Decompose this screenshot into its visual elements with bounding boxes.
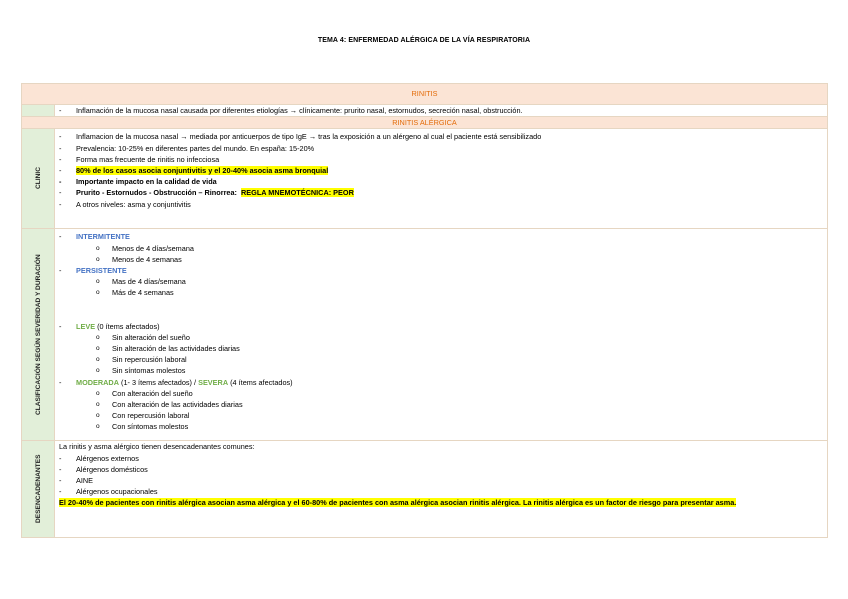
- clinic-item: - Prevalencia: 10-25% en diferentes partes del mundo. En españa: 15-20%: [59, 143, 827, 154]
- leve-item: [59, 321, 827, 377]
- triggers-row: [22, 441, 828, 538]
- leve-label: LEVE: [76, 321, 96, 331]
- classification-row: [22, 229, 828, 441]
- rinitis-header-row: [22, 84, 828, 105]
- sub-item: o Con repercusión laboral: [96, 410, 827, 421]
- spacer: [55, 299, 827, 321]
- sub-item: o Sin alteración del sueño: [96, 332, 827, 343]
- triggers-label-cell: [22, 441, 55, 538]
- clinic-label-cell: [22, 129, 55, 229]
- rinitis-table: [21, 83, 828, 538]
- intermitente-label: INTERMITENTE: [76, 232, 130, 242]
- sub-item: o Con alteración de las actividades diarias: [96, 399, 827, 410]
- severa-note: (4 ítems afectados): [228, 377, 293, 387]
- rinitis-definition-row: [22, 105, 828, 117]
- clinic-label: CLINIC: [34, 167, 42, 190]
- sub-item: o Menos de 4 semanas: [96, 254, 827, 265]
- clinic-row: [22, 129, 828, 229]
- sub-item: o Con síntomas molestos: [96, 421, 827, 432]
- sub-item: o Mas de 4 días/semana: [96, 276, 827, 287]
- moderada-item: [59, 377, 827, 433]
- sub-item: o Menos de 4 días/semana: [96, 243, 827, 254]
- rinitis-header: RINITIS: [22, 84, 828, 105]
- sub-item: o Sin síntomas molestos: [96, 365, 827, 376]
- highlight-text: 80% de los casos asocia conjuntivitis y el 20-40% asocia asma bronquial: [76, 166, 329, 176]
- clinic-list: [55, 131, 827, 209]
- sub-item: o Sin repercusión laboral: [96, 354, 827, 365]
- alergica-header-row: [22, 117, 828, 129]
- peor-text: Prurito - Estornudos - Obstrucción – Rinorrea:: [76, 188, 237, 198]
- triggers-label: DESENCADENANTES: [34, 455, 42, 524]
- triggers-list: [55, 453, 827, 498]
- sub-item: o Con alteración del sueño: [96, 388, 827, 399]
- trigger-item: - Alérgenos externos: [59, 453, 827, 464]
- moderada-label: MODERADA: [76, 377, 119, 387]
- severa-label: SEVERA: [198, 377, 229, 387]
- moderada-note: (1- 3 ítems afectados) /: [118, 377, 199, 387]
- trigger-item: - Alérgenos ocupacionales: [59, 486, 827, 497]
- clinic-item: - Inflamacion de la mucosa nasal → mediada por anticuerpos de tipo IgE → tras la exposición a un alérgeno al cual el paciente está sensibilizado: [59, 131, 827, 142]
- clinic-item: [59, 187, 827, 198]
- persistente-label: PERSISTENTE: [76, 266, 127, 276]
- triggers-intro: La rinitis y asma alérgico tienen desencadenantes comunes:: [59, 442, 255, 452]
- triggers-note: El 20-40% de pacientes con rinitis alérgica asocian asma alérgica y el 60-80% de pacientes con asma alérgica asocian rinitis alérgica. La rinitis alérgica es un factor de riesgo para presentar asma.: [59, 498, 737, 508]
- sub-item: o Sin alteración de las actividades diarias: [96, 343, 827, 354]
- clinic-item: - A otros niveles: asma y conjuntivitis: [59, 199, 827, 210]
- alergica-header: RINITIS ALÉRGICA: [22, 117, 828, 129]
- leve-note: (0 ítems afectados): [95, 321, 160, 331]
- clinic-item: - Importante impacto en la calidad de vida: [59, 176, 827, 187]
- classification-label: CLASIFICACIÓN SEGÚN SEVERIDAD Y DURACIÓN: [34, 254, 42, 416]
- rinitis-definition: - Inflamación de la mucosa nasal causada por diferentes etiologías → clínicamente: prurito nasal, estornudos, secreción nasal, obstrucción.: [59, 105, 827, 116]
- intermitente-item: [59, 231, 827, 265]
- trigger-item: - AINE: [59, 475, 827, 486]
- trigger-item: - Alérgenos domésticos: [59, 464, 827, 475]
- empty-label-cell: [22, 105, 55, 117]
- clinic-item: - Forma mas frecuente de rinitis no infecciosa: [59, 154, 827, 165]
- mnemonic: REGLA MNEMOTÉCNICA: PEOR: [241, 188, 354, 198]
- persistente-item: [59, 265, 827, 299]
- clinic-item: [59, 165, 827, 176]
- document-title: TEMA 4: ENFERMEDAD ALÉRGICA DE LA VÍA RESPIRATORIA: [317, 37, 531, 44]
- classification-label-cell: [22, 229, 55, 441]
- sub-item: o Más de 4 semanas: [96, 287, 827, 298]
